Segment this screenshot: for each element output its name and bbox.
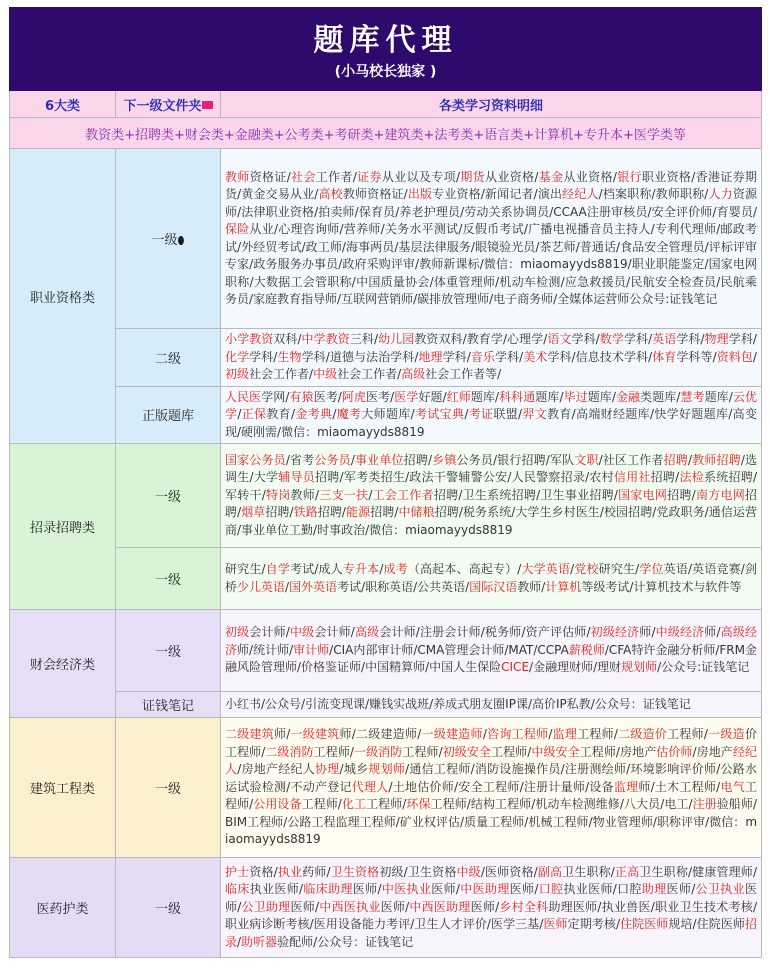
highlight-text: 环保 [406, 797, 431, 812]
highlight-text: 成考 [383, 562, 408, 576]
header-category [10, 91, 116, 118]
highlight-text: 协理 [315, 762, 340, 777]
detail-text: 工程师/ [667, 727, 708, 742]
highlight-text: 小学教资 [225, 332, 274, 346]
highlight-text: 化学 [225, 349, 250, 364]
highlight-text: 公务员 [314, 452, 351, 467]
title-banner [10, 8, 762, 91]
highlight-text: 化工 [341, 797, 367, 812]
highlight-text: 医师 [543, 917, 568, 932]
detail-text: 研究生/ [225, 562, 266, 576]
detail-text: 社会工作者/ [337, 367, 402, 381]
detail-text: 工程师/ [491, 744, 532, 759]
level-cell: 一级 [116, 858, 221, 958]
detail-text: / [237, 407, 242, 421]
detail-text: 师/土木工程师/ [638, 779, 721, 794]
detail-text: 执业医师/口腔 [563, 882, 642, 897]
highlight-text: 少儿英语 [237, 579, 286, 594]
detail-text: 招聘/ [225, 487, 757, 520]
detail-text: /CIA内部审计师/CMA管理会计师/MAT/CCPA [329, 642, 569, 657]
detail-text: 工程师/ [225, 779, 757, 812]
highlight-text: 临床助理 [303, 882, 353, 897]
category-label: 医药护类 [10, 858, 116, 958]
detail-text: 师/ [639, 625, 656, 640]
level-cell: 二级 [116, 329, 221, 387]
detail-text: 医师/ [352, 882, 382, 897]
detail-text: 学科等/ [676, 349, 717, 364]
detail-text: 医师/ [470, 899, 500, 914]
highlight-text: 正高 [614, 864, 640, 879]
detail-text: 学网/ [261, 389, 290, 404]
detail-text: 工程师/ [301, 797, 342, 812]
highlight-text: 中级经济 [655, 625, 705, 640]
detail-text: 等级考试/计算机技术与软件等 [581, 579, 742, 594]
header-details [221, 91, 762, 118]
detail-text: /社区工作者 [598, 452, 664, 467]
detail-text: 卫生职称/ [562, 864, 615, 879]
detail-text: 系统招聘/军转干/ [225, 470, 758, 502]
detail-text: 教资双科/教育学/心理学/ [414, 332, 548, 346]
detail-text: 师/二级建造师/ [339, 727, 422, 742]
category-label: 财会经济类 [10, 610, 116, 718]
detail-text: 卫生职称/健康管理师/ [639, 864, 758, 879]
highlight-text: 中级安全 [531, 744, 580, 759]
highlight-text: 英语 [652, 332, 677, 346]
detail-text: 职业资格/香港证券期货/黄金交易从业/ [225, 169, 758, 201]
level-cell: 一级 [116, 610, 221, 692]
detail-text: 题库/ [535, 389, 564, 404]
highlight-text: 国外英语 [289, 579, 338, 594]
highlight-text: 经纪人 [562, 187, 599, 201]
detail-text: / [464, 407, 469, 421]
detail-cell [221, 548, 762, 610]
highlight-text: 中学教资 [301, 332, 350, 346]
highlight-text: 大学英语 [521, 562, 571, 576]
highlight-text: 乡村全科 [499, 899, 549, 914]
highlight-text: 云优学 [225, 389, 757, 421]
detail-cell [221, 329, 762, 387]
detail-text: 专业资格/新闻记者/演出 [432, 187, 563, 201]
highlight-text: 专升本 [342, 562, 380, 576]
detail-text: 师/ [704, 625, 721, 640]
detail-text: 医师/ [225, 882, 757, 914]
highlight-text: 生物 [277, 349, 302, 364]
detail-text: 考试/成人 [290, 562, 343, 576]
detail-text: 教师/ [290, 487, 320, 502]
highlight-text: 公用设备 [253, 797, 302, 812]
detail-text: 招聘/卫生系统招聘/卫生事业招聘/ [433, 487, 618, 502]
highlight-text: 住院医师 [619, 917, 669, 932]
detail-text: /城乡 [339, 762, 369, 777]
highlight-text: 中西医助理 [409, 899, 471, 914]
highlight-text: 医学 [394, 389, 419, 404]
highlight-text: 计算机 [545, 579, 582, 594]
detail-text: 初级/卫生资格 [379, 864, 457, 879]
detail-text: 师/ [273, 727, 291, 742]
detail-text: / [482, 727, 487, 742]
detail-text: / [548, 727, 553, 742]
highlight-text: 人民医 [225, 389, 262, 404]
folder-icon [202, 101, 213, 109]
highlight-text: 事业单位 [354, 452, 404, 467]
detail-text: 医师/ [431, 882, 460, 897]
level-cell [116, 149, 221, 329]
highlight-text: 音乐 [470, 349, 495, 364]
highlight-text: 高校 [318, 187, 343, 201]
highlight-text: 文职 [574, 452, 599, 467]
highlight-text: 电气 [720, 779, 745, 794]
highlight-text: 考证 [468, 407, 494, 421]
highlight-text: 教师 [225, 169, 250, 184]
detail-text: 从业/心理咨询师/营养师/关务水平测试/反假币考试/广播电视播音员主持人/专利代理师/邮政考试/外经贸考试/政工师/海事两员/基层法律服务/眼镜验光员/茶艺师/普通话/食品安全管理员/评标评审专家/政务服务办事员/政府采购评审/教师新课标/微信：miaomayyds8819/职业职能鉴定/国家电网职称/大数据工会管职称/中国质量协会/体重管理师/机动车检测/应急救援员/民航安全检查员/民航乘务员/家庭教育指导师/互联网营销师/碳排放管理师/电子商务师/全媒体运营师公众号:证钱笔记 [225, 222, 758, 306]
detail-text: /选调生/大学 [225, 452, 758, 485]
detail-text: /档案职称/教师职称/ [598, 187, 709, 201]
highlight-text: 规划师 [368, 762, 406, 777]
detail-text: 助理医师/执业兽医/职业卫生技术考核/职业病诊断考核/医用设备能力考评/卫生人才评价/医学三基/ [225, 899, 758, 932]
highlight-text: 慧考 [680, 389, 705, 404]
detail-text: 题库/ [470, 389, 500, 404]
detail-text: 医考/ [313, 389, 342, 404]
detail-text: 英语/英语竞赛/剑桥 [225, 562, 758, 594]
detail-text: 医师/ [666, 882, 696, 897]
highlight-text: 科科通 [499, 389, 536, 404]
detail-text: / [237, 934, 242, 949]
detail-text: /房地产 [692, 744, 733, 759]
detail-text: 会计师/ [314, 625, 355, 640]
highlight-text: 党校 [574, 562, 599, 576]
detail-text: 师/统计师/ [237, 642, 294, 657]
detail-text: 工程师/ [402, 744, 443, 759]
highlight-text: 副高 [537, 864, 563, 879]
highlight-text: 中医执业 [381, 882, 432, 897]
highlight-text: 基金 [538, 169, 564, 184]
detail-cell [221, 386, 762, 444]
detail-text: 三科/ [349, 332, 379, 346]
category-label: 招录招聘类 [10, 444, 116, 610]
highlight-text: 南方电网 [695, 487, 745, 502]
detail-text: 医师/ [509, 882, 539, 897]
level-cell: 证钱笔记 [116, 692, 221, 718]
detail-cell [221, 149, 762, 329]
highlight-text: 期货 [460, 169, 486, 184]
header-subfolder [116, 91, 221, 118]
highlight-text: 高级 [401, 367, 426, 381]
highlight-text: 学位 [639, 562, 664, 576]
catalog-table [9, 7, 762, 958]
highlight-text: 一级建筑 [290, 727, 340, 742]
highlight-text: 毕过 [563, 389, 588, 404]
level-cell: 一级 [116, 444, 221, 548]
page-subtitle: (小马校长独家 ) [334, 64, 437, 80]
detail-text: 招聘/税务系统/大学生乡村医生/校园招聘/党政职务/通信运营商/事业单位工勤/时事政治/微信：miaomayyds8819 [225, 505, 758, 537]
highlight-text: 二级建筑 [225, 727, 274, 742]
detail-text: /通信工程师/消防设施操作员/注册测绘师/环境影响评价师/公路水运试验检测/不动产登记 [225, 762, 757, 794]
page-title: 题库代理 [313, 23, 458, 58]
detail-text: 学科/ [442, 349, 471, 364]
detail-text: 从业资格/ [563, 169, 617, 184]
detail-text: 公务员/银行招聘/军队 [456, 452, 575, 467]
highlight-text: 经纪人 [225, 744, 757, 777]
detail-text: 学科/道德与法治学科/ [301, 349, 419, 364]
highlight-text: 公务员 [249, 452, 286, 467]
highlight-text: 烟草 [241, 505, 266, 520]
highlight-text: 监理 [552, 727, 578, 742]
highlight-text: 人力 [708, 187, 733, 201]
detail-text: 联盟/ [493, 407, 523, 421]
detail-text: /土地估价师/安全工程师/注册计量师/设备 [388, 779, 614, 794]
highlight-text: 中西医执业 [319, 899, 381, 914]
detail-text: （高起本、高起专）/ [407, 562, 522, 576]
detail-text: 研究生/ [598, 562, 640, 576]
category-label: 建筑工程类 [10, 718, 116, 858]
highlight-text: 一级建造师 [421, 727, 483, 742]
detail-text: / [752, 349, 757, 364]
highlight-text: 公卫助理 [241, 899, 291, 914]
detail-text: / [570, 562, 575, 576]
detail-text: 教师资格证/ [342, 187, 408, 201]
highlight-text: 助听器 [241, 934, 278, 949]
detail-cell [221, 718, 762, 858]
highlight-text: 金考典 [295, 407, 333, 421]
highlight-text: 初级经济 [590, 625, 640, 640]
detail-text: 资源师/法律职业资格/拍卖师/保育员/养老护理员/劳动关系协调员/CCAA注册审核员/安全评价师/育婴员/ [225, 187, 758, 219]
highlight-text: 中医助理 [459, 882, 510, 897]
header-subfolder-label: 下一级文件夹 [123, 98, 202, 114]
highlight-text: 注册 [692, 797, 717, 812]
highlight-text: 资料包 [716, 349, 753, 364]
highlight-text: 美术 [523, 349, 548, 364]
highlight-text: 招聘 [663, 452, 688, 467]
highlight-text: 银行 [616, 169, 642, 184]
detail-text: 大师题库/ [361, 407, 415, 421]
highlight-text: 三支一扶 [319, 487, 369, 502]
highlight-text: 羿文 [522, 407, 548, 421]
detail-text: 验配师/公众号：证钱笔记 [277, 934, 414, 949]
highlight-text: 招录 [225, 917, 757, 949]
detail-text: 题库/ [587, 389, 616, 404]
highlight-text: 国际汉语 [469, 579, 518, 594]
level-cell: 一级 [116, 548, 221, 610]
highlight-text: 监理 [613, 779, 639, 794]
detail-text: 学科/ [728, 332, 757, 346]
highlight-text: 初级 [225, 625, 250, 640]
highlight-text: 红师 [446, 389, 471, 404]
detail-text: 教育/ [266, 407, 296, 421]
highlight-text: 初级 [225, 367, 250, 381]
detail-text: 教育/高端财经题库/快学好题题库/高变现/硬刚需/微信：miaomayyds8819 [225, 407, 757, 439]
highlight-text: 招聘 [716, 452, 741, 467]
highlight-text: 自学 [265, 562, 290, 576]
detail-text: 工程师/ [366, 797, 407, 812]
detail-text: 定期考核/ [567, 917, 620, 932]
highlight-text: 阿虎 [341, 389, 367, 404]
detail-cell [221, 610, 762, 692]
highlight-text: 保险 [225, 222, 250, 236]
highlight-text: 有猿 [289, 389, 314, 404]
detail-text: 小红书/公众号/引流变现课/赚钱实战班/养成式朋友圈IP课/高价IP私教/公众号：证钱笔记 [225, 696, 691, 711]
detail-cell [221, 692, 762, 718]
detail-text: 类题库/ [640, 389, 681, 404]
detail-text: /金融理财师/理财 [529, 660, 622, 675]
detail-text: 规培/住院医师 [668, 917, 745, 932]
highlight-text: 咨询工程师 [486, 727, 549, 742]
detail-text: 工程师/ [313, 744, 354, 759]
highlight-text: 二级消防 [265, 744, 314, 759]
highlight-text: 临床 [225, 882, 250, 897]
detail-text: /房地产经纪人 [237, 762, 316, 777]
highlight-text: 中储粮 [398, 505, 435, 520]
header-details-label: 各类学习资料明细 [439, 98, 544, 114]
detail-text: /公众号:证钱笔记 [657, 660, 750, 675]
highlight-text: 铁路 [293, 505, 318, 520]
highlight-text: 正保 [241, 407, 267, 421]
highlight-text: 证券 [356, 169, 382, 184]
highlight-text: 魔考 [336, 407, 362, 421]
highlight-text: 初级安全 [442, 744, 492, 759]
highlight-text: 出版 [407, 187, 433, 201]
highlight-text: 口腔 [538, 882, 564, 897]
highlight-text: 特岗 [265, 487, 291, 502]
detail-text: 学科/ [571, 332, 600, 346]
highlight-text: 规划师 [621, 660, 658, 675]
detail-text: / [285, 579, 290, 594]
highlight-text: 语文 [547, 332, 572, 346]
highlight-text: 一级造 [707, 727, 745, 742]
detail-text: 招聘/ [403, 452, 433, 467]
highlight-text: 国家 [225, 452, 250, 467]
highlight-text: 一级消防 [353, 744, 403, 759]
detail-text: 执业医师/ [249, 882, 304, 897]
category-label: 职业资格类 [10, 149, 116, 444]
detail-text: /CFA特许金融分析师/FRM金融风险管理师/价格鉴证师/中国精算师/中国人生保险 [225, 642, 758, 675]
detail-text: 资格/ [249, 864, 278, 879]
detail-text: 价工程师/ [225, 727, 757, 759]
detail-text: 招聘/ [317, 505, 346, 520]
highlight-text: 薪税师 [568, 642, 605, 657]
detail-text: / [379, 562, 384, 576]
detail-text: 招聘/ [370, 505, 399, 520]
highlight-text: 乡镇 [432, 452, 457, 467]
highlight-text: 高级经济 [225, 625, 757, 657]
detail-text: 招聘/ [265, 505, 294, 520]
detail-text: 医师/ [380, 899, 410, 914]
highlight-text: 国家电网 [617, 487, 668, 502]
highlight-text: 考试宝典 [414, 407, 465, 421]
detail-text: 招聘/ [667, 487, 696, 502]
detail-text: 学科/ [249, 349, 278, 364]
detail-text: 医考/ [366, 389, 395, 404]
highlight-text: 二级造价 [617, 727, 668, 742]
detail-text: 招聘/ [650, 470, 680, 485]
detail-text: / [687, 452, 692, 467]
detail-text: 会计师/ [249, 625, 290, 640]
detail-text: 从业资格/ [485, 169, 539, 184]
detail-text: 社会工作者等/ [425, 367, 502, 381]
level-cell: 一级 [116, 718, 221, 858]
level-cell: 正版题库 [116, 386, 221, 444]
detail-text: 资格证/ [249, 169, 291, 184]
detail-text: /省考 [285, 452, 315, 467]
highlight-text: 卫生资格 [330, 864, 380, 879]
highlight-text: 执业 [277, 864, 303, 879]
highlight-text: 能源 [345, 505, 371, 520]
highlight-text: 体育 [652, 349, 677, 364]
detail-text: 教师/ [517, 579, 546, 594]
highlight-text: 护士 [225, 864, 250, 879]
detail-text: /医师资格/ [480, 864, 538, 879]
detail-text: 从业以及专项/ [381, 169, 460, 184]
highlight-text: 教师 [692, 452, 717, 467]
detail-cell [221, 858, 762, 958]
highlight-text: 助理 [641, 882, 667, 897]
detail-cell [221, 444, 762, 548]
categories-line: 教资类+招聘类+财会类+金融类+公考类+考研类+建筑类+法考类+语言类+计算机+专升本+医学类等 [10, 118, 762, 149]
highlight-text: 法检 [679, 470, 704, 485]
detail-text: 工程师/ [577, 727, 618, 742]
detail-text: 医师/ [290, 899, 320, 914]
detail-text: 学科/信息技术学科/ [547, 349, 653, 364]
highlight-text: 信用社 [613, 470, 651, 485]
detail-text: / [368, 487, 373, 502]
highlight-text: 中级 [456, 864, 481, 879]
detail-text: 工程师/结构工程师/机动车检测维修/八大员/电工/ [430, 797, 693, 812]
detail-text: / [350, 452, 355, 467]
detail-text: 好题/ [418, 389, 447, 404]
detail-text: 会计师/注册会计师/税务师/资产评估师/ [379, 625, 591, 640]
highlight-text: 物理 [704, 332, 729, 346]
highlight-text: 中级 [289, 625, 315, 640]
highlight-text: 金融 [615, 389, 641, 404]
highlight-text: 代理人 [351, 779, 389, 794]
highlight-text: 数学 [599, 332, 624, 346]
detail-text: 学科/ [676, 332, 705, 346]
drop-icon: ⬮ [177, 233, 185, 247]
detail-text: 双科/ [273, 332, 302, 346]
detail-text: 学科/ [495, 349, 524, 364]
detail-text: 工作者/ [315, 169, 357, 184]
highlight-text: 地理 [418, 349, 443, 364]
detail-text: 验船师/BIM工程师/公路工程监理工程师/矿业权评估/质量工程师/机械工程师/物业管理师/职称评审/微信：miaomayyds8819 [225, 797, 758, 847]
detail-text: / [332, 407, 337, 421]
highlight-text: 公卫执业 [695, 882, 745, 897]
highlight-text: 社会 [290, 169, 316, 184]
highlight-text: 辅导员 [278, 470, 316, 485]
detail-text: 学科/ [623, 332, 653, 346]
detail-text: 药师/ [302, 864, 331, 879]
highlight-text: CICE [501, 660, 530, 675]
detail-text: 工程师/房地产 [579, 744, 657, 759]
highlight-text: 工会工作者 [372, 487, 434, 502]
detail-text: 题库/ [704, 389, 733, 404]
level-label: 一级 [151, 233, 178, 248]
highlight-text: 幼儿园 [378, 332, 415, 346]
highlight-text: 估价师 [656, 744, 693, 759]
highlight-text: 中级 [313, 367, 338, 381]
highlight-text: 高级 [354, 625, 380, 640]
detail-text: 考试/职称英语/公共英语/ [337, 579, 470, 594]
detail-text: 招聘/军考类招生/政法干警辅警公安/人民警察招录/农村 [315, 470, 614, 485]
highlight-text: 审计师 [293, 642, 330, 657]
detail-text: 社会工作者/ [249, 367, 314, 381]
header-category-label: 6大类 [44, 98, 81, 114]
